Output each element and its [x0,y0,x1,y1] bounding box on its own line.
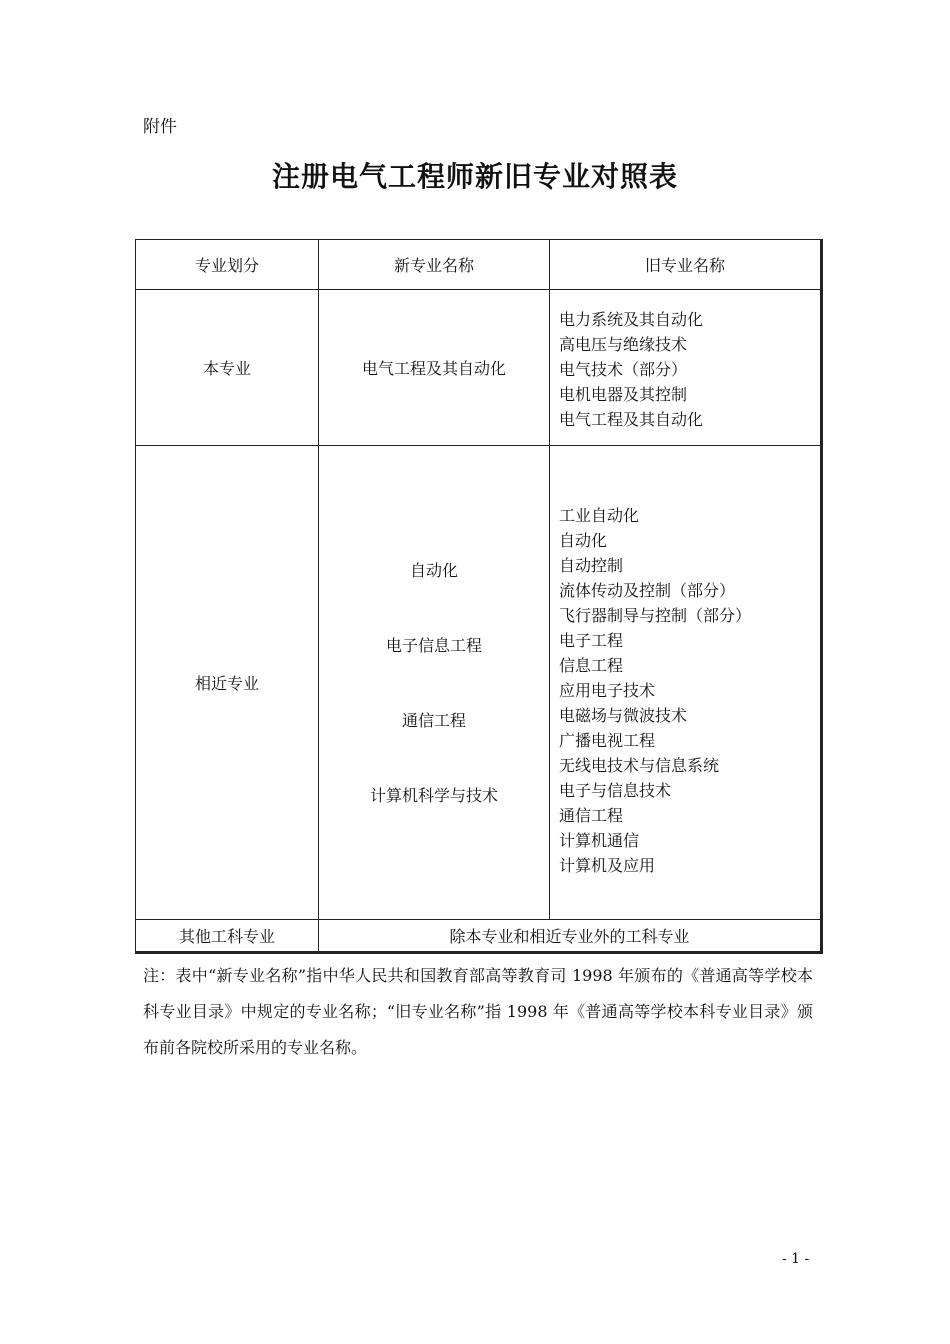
page-title: 注册电气工程师新旧专业对照表 [271,160,678,193]
list-item: 计算机科学与技术 [369,785,498,805]
old-names-list-major [550,303,820,432]
list-item: 广播电视工程 [559,731,656,750]
list-item: 电子工程 [559,631,624,650]
list-item: 流体传动及控制（部分） [559,581,736,600]
list-item: 电气技术（部分） [559,360,688,379]
category-cell-related: 相近专业 [136,446,319,920]
description-cell-other: 除本专业和相近专业外的工科专业 [319,920,822,953]
list-item: 电子信息工程 [385,635,482,655]
column-header-category: 专业划分 [136,240,319,290]
new-names-list-related [319,558,549,808]
new-names-cell-related [319,446,550,920]
list-item: 无线电技术与信息系统 [559,756,720,775]
attachment-label: 附件 [143,117,177,137]
major-comparison-table [135,239,823,954]
old-names-cell-major [550,290,822,446]
list-item: 通信工程 [559,806,624,825]
category-cell-other: 其他工科专业 [136,920,319,953]
category-cell-major: 本专业 [136,290,319,446]
table-row-related [136,446,822,920]
list-item: 飞行器制导与控制（部分） [559,606,752,625]
old-names-cell-related [550,446,822,920]
column-header-old-name: 旧专业名称 [550,240,822,290]
list-item: 电机电器及其控制 [559,385,688,404]
list-item: 自动化 [409,560,458,580]
list-item: 计算机通信 [559,831,640,850]
page-number: - 1 - [782,1251,810,1267]
table-footnote: 注：表中“新专业名称”指中华人民共和国教育部高等教育司 1998 年颁布的《普通高等学校本科专业目录》中规定的专业名称；“旧专业名称”指 1998 年《普通高等学校本科专业目录》颁布前各院校所采用的专业名称。 [143,966,813,1057]
old-names-list-related [550,487,820,878]
table-row-major [136,290,822,446]
list-item: 自动控制 [559,556,624,575]
list-item: 工业自动化 [559,506,640,525]
table-header-row [136,240,822,290]
list-item: 电气工程及其自动化 [559,410,704,429]
list-item: 计算机及应用 [559,856,656,875]
list-item: 自动化 [559,531,608,550]
list-item: 应用电子技术 [559,681,656,700]
list-item: 电子与信息技术 [559,781,672,800]
table-row-other [136,920,822,953]
list-item: 电磁场与微波技术 [559,706,688,725]
column-header-new-name: 新专业名称 [319,240,550,290]
list-item: 电力系统及其自动化 [559,310,704,329]
list-item: 信息工程 [559,656,624,675]
list-item: 通信工程 [401,710,466,730]
list-item: 高电压与绝缘技术 [559,335,688,354]
new-name-cell-major: 电气工程及其自动化 [319,290,550,446]
